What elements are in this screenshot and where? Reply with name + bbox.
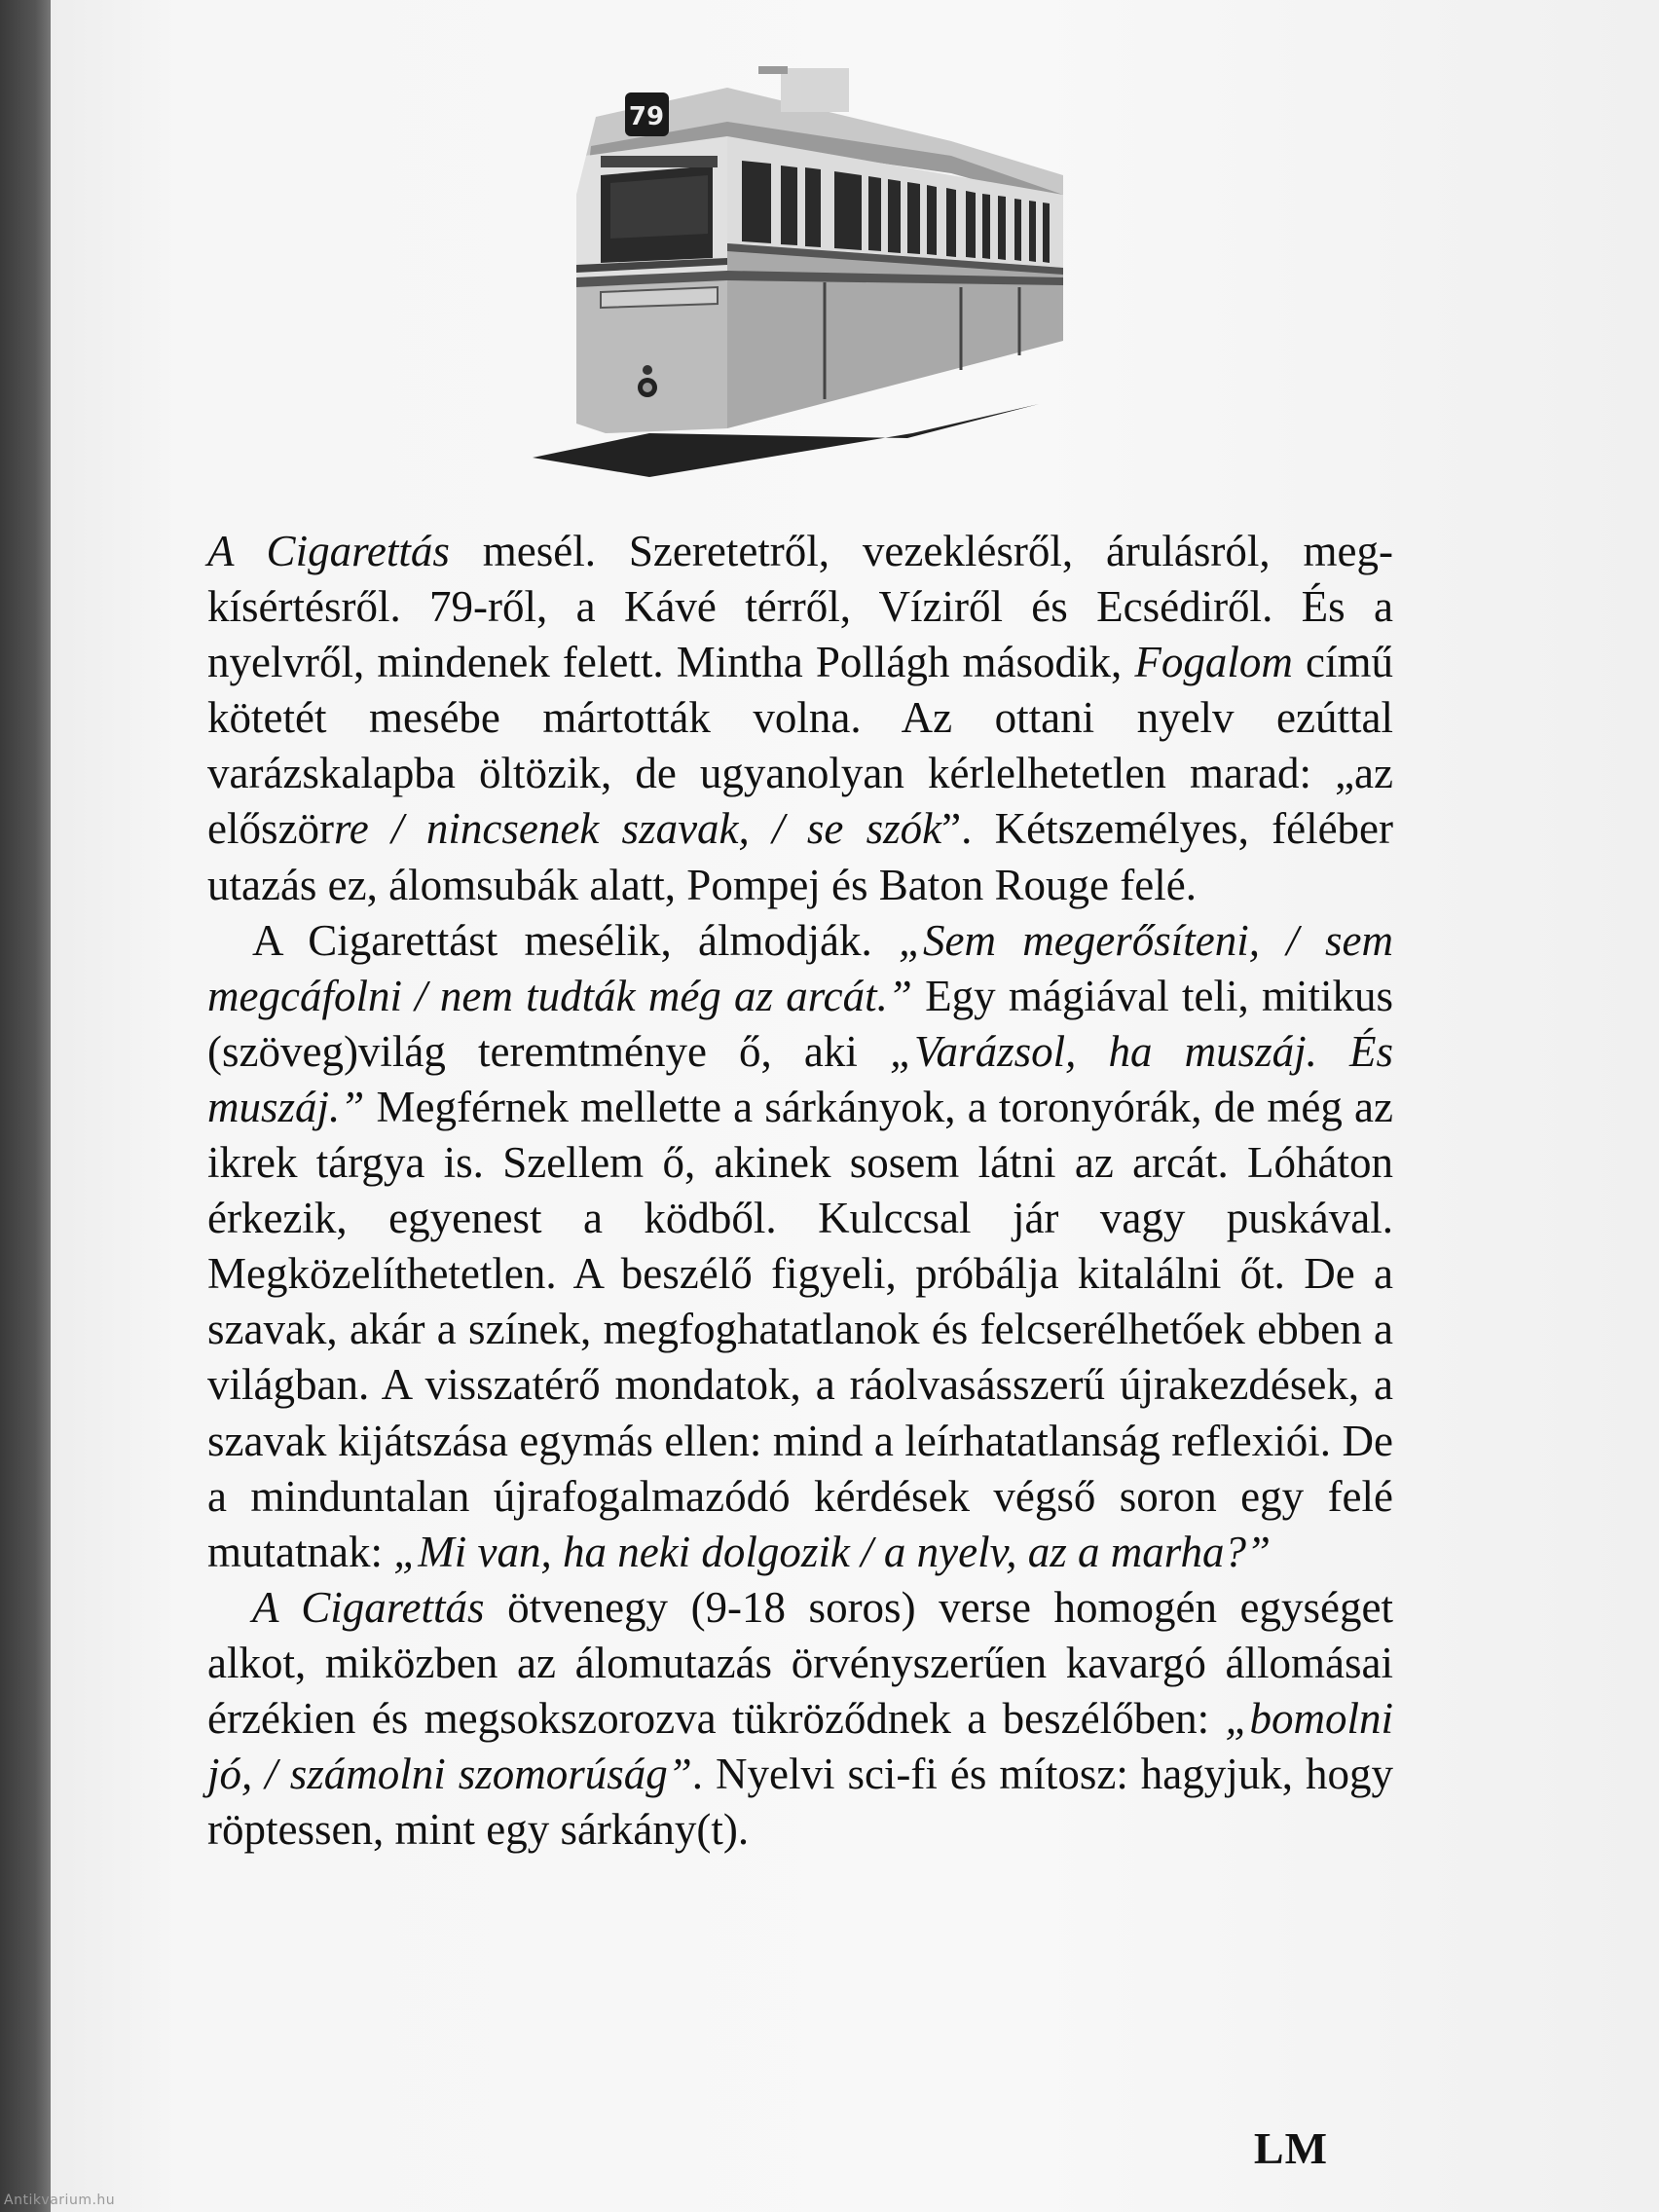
blurb-text — [207, 524, 1393, 1858]
book-title: A Cigarettás — [207, 527, 450, 575]
book-page — [51, 0, 1659, 2212]
paragraph-3: A Cigarettás ötvenegy (9-18 soros) verse homogén egységet alkot, miközben az álomutazás örvényszerűen kavargó állomásai érzékien és megsokszorozva tükröződnek a beszélőben: „bomolni jó, / számolni szomorúság”. Nyelvi sci-fi és mítosz: hagyjuk, hogy röptessen, mint egy sárkány(t). — [207, 1582, 1393, 1855]
route-number: 79 — [628, 102, 665, 131]
paragraph-2: A Cigarettást mesélik, álmodják. „Sem megerősíteni, / sem megcáfolni / nem tudták még az arcát.” Egy mágiával teli, mitikus (szöveg)világ teremtménye ő, aki „Varázsol, ha muszáj. És muszáj.” Megférnek mellette a sárkányok, a toronyórák, de még az ikrek tárgya is. Szellem ő, akinek sosem látni az arcát. Lóháton érkezik, egyenest a ködből. Kulccsal jár vagy puskával. Megközelíthetetlen. A beszélő figyeli, próbálja kitalálni őt. De a szavak, akár a színek, megfoghatatlanok és felcserélhetőek ebben a világban. A visszatérő mondatok, a ráolvasásszerű újrakezdések, a szavak kijátszása egymás ellen: mind a leírhatatlanság reflexiói. De a minduntalan újrafogalmazódó kérdések végső soron egy felé mutatnak: „Mi van, ha neki dolgozik / a nyelv, az a marha?” — [207, 915, 1393, 1576]
quote: „bomolni jó, / számolni szomorúság” — [207, 1693, 1393, 1799]
watermark: Antikvarium.hu — [4, 2193, 116, 2208]
tram-illustration — [533, 49, 1088, 487]
quote: re / nincsenek szavak, / se szók — [333, 804, 942, 854]
quote: „Mi van, ha neki dolgozik / a nyelv, az a marha?” — [393, 1527, 1271, 1576]
quote: „Sem megerősíteni, / sem megcáfolni / nem tudták még az arcát.” — [207, 915, 1393, 1020]
book-title: A Cigarettás — [252, 1582, 485, 1632]
book-spine-shadow — [0, 0, 51, 2212]
book-title-fogalom: Fogalom — [1134, 638, 1293, 687]
author-signature: LM — [1253, 2123, 1328, 2173]
quote: „Varázsol, ha muszáj. És muszáj.” — [207, 1026, 1393, 1131]
paragraph-1: A Cigarettás mesél. Szeretetről, vezeklésről, árulásról, megkísértésről. 79-ről, a Kávé térről, Víziről és Ecsédiről. És a nyelvről, mindenek felett. Mintha Pollágh második, Fogalom című kötetét mesébe mártották volna. Az ottani nyelv ezúttal varázskalapba öltözik, de ugyanolyan kérlelhetetlen marad: „az előszörre / nincsenek szavak, / se szók”. Kétszemélyes, féléber utazás ez, álomsubák alatt, Pompej és Baton Rouge felé. — [207, 527, 1394, 909]
